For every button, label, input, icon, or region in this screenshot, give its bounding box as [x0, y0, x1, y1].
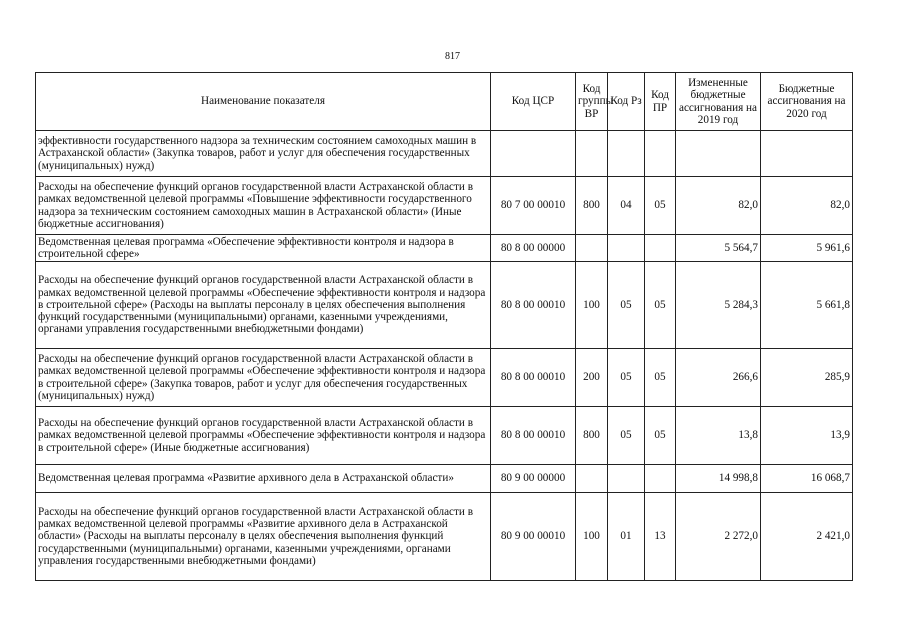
header-vr: Код группы ВР [576, 73, 608, 131]
cell-name: эффективности государственного надзора за техническим состоянием самоходных машин в Астраханской области» (Закупка товаров, работ и услуг для обеспечения государственных (муниципальных) нужд) [36, 131, 491, 177]
header-rz: Код Рз [608, 73, 645, 131]
cell-csr: 80 9 00 00010 [491, 493, 576, 581]
cell-vr: 100 [576, 262, 608, 349]
cell-name: Ведомственная целевая программа «Обеспечение эффективности контроля и надзора в строительной сфере» [36, 235, 491, 262]
cell-name: Расходы на обеспечение функций органов государственной власти Астраханской области в рамках ведомственной целевой программы «Повышение эффективности государственного надзора за техническим состоянием самоходных машин в Астраханской области» (Иные бюджетные ассигнования) [36, 177, 491, 235]
table-row [36, 177, 853, 235]
header-name: Наименование показателя [36, 73, 491, 131]
cell-csr: 80 8 00 00000 [491, 235, 576, 262]
table-row [36, 131, 853, 177]
header-2019: Измененные бюджетные ассигнования на 2019 год [676, 73, 761, 131]
cell-2019: 5 564,7 [676, 235, 761, 262]
header-csr: Код ЦСР [491, 73, 576, 131]
cell-rz: 05 [608, 262, 645, 349]
cell-rz: 01 [608, 493, 645, 581]
cell-pr: 05 [645, 349, 676, 407]
cell-rz: 05 [608, 407, 645, 465]
cell-csr [491, 131, 576, 177]
cell-pr: 05 [645, 177, 676, 235]
cell-csr: 80 7 00 00010 [491, 177, 576, 235]
cell-vr: 200 [576, 349, 608, 407]
cell-vr: 800 [576, 407, 608, 465]
cell-2019: 5 284,3 [676, 262, 761, 349]
cell-2019: 13,8 [676, 407, 761, 465]
cell-rz: 04 [608, 177, 645, 235]
cell-csr: 80 9 00 00000 [491, 465, 576, 493]
cell-2019: 82,0 [676, 177, 761, 235]
cell-vr [576, 235, 608, 262]
cell-pr [645, 465, 676, 493]
cell-name: Расходы на обеспечение функций органов государственной власти Астраханской области в рамках ведомственной целевой программы «Развитие архивного дела в Астраханской области» (Расходы на выплаты персоналу в целях обеспечения выполнения функций государственными (муниципальными) органами, казенными учреждениями, органами управления государственными внебюджетными фондами) [36, 493, 491, 581]
cell-2020: 82,0 [761, 177, 853, 235]
cell-rz: 05 [608, 349, 645, 407]
cell-2020 [761, 131, 853, 177]
cell-rz [608, 235, 645, 262]
table-row [36, 407, 853, 465]
cell-vr [576, 131, 608, 177]
cell-pr: 05 [645, 262, 676, 349]
cell-csr: 80 8 00 00010 [491, 349, 576, 407]
page-number: 817 [445, 51, 460, 62]
table-row [36, 493, 853, 581]
cell-2019: 14 998,8 [676, 465, 761, 493]
cell-2019: 2 272,0 [676, 493, 761, 581]
cell-name: Расходы на обеспечение функций органов государственной власти Астраханской области в рамках ведомственной целевой программы «Обеспечение эффективности контроля и надзора в строительной сфере» (Иные бюджетные ассигнования) [36, 407, 491, 465]
cell-vr: 800 [576, 177, 608, 235]
cell-rz [608, 465, 645, 493]
cell-csr: 80 8 00 00010 [491, 262, 576, 349]
table-row [36, 349, 853, 407]
cell-2020: 13,9 [761, 407, 853, 465]
header-pr: Код ПР [645, 73, 676, 131]
table-row [36, 465, 853, 493]
cell-pr: 05 [645, 407, 676, 465]
cell-pr [645, 235, 676, 262]
cell-rz [608, 131, 645, 177]
cell-name: Расходы на обеспечение функций органов государственной власти Астраханской области в рамках ведомственной целевой программы «Обеспечение эффективности контроля и надзора в строительной сфере» (Закупка товаров, работ и услуг для обеспечения государственных (муниципальных) нужд) [36, 349, 491, 407]
table-header-row [36, 73, 853, 131]
cell-name: Ведомственная целевая программа «Развитие архивного дела в Астраханской области» [36, 465, 491, 493]
cell-2019 [676, 131, 761, 177]
cell-vr: 100 [576, 493, 608, 581]
table-row [36, 262, 853, 349]
cell-2020: 5 661,8 [761, 262, 853, 349]
cell-pr [645, 131, 676, 177]
cell-2019: 266,6 [676, 349, 761, 407]
cell-name: Расходы на обеспечение функций органов государственной власти Астраханской области в рамках ведомственной целевой программы «Обеспечение эффективности контроля и надзора в строительной сфере» (Расходы на выплаты персоналу в целях обеспечения выполнения функций государственными (муниципальными) органами, казенными учреждениями, органами управления государственными внебюджетными фондами) [36, 262, 491, 349]
cell-2020: 2 421,0 [761, 493, 853, 581]
cell-csr: 80 8 00 00010 [491, 407, 576, 465]
cell-2020: 5 961,6 [761, 235, 853, 262]
cell-pr: 13 [645, 493, 676, 581]
table-row [36, 235, 853, 262]
budget-table [35, 72, 853, 581]
cell-2020: 285,9 [761, 349, 853, 407]
header-2020: Бюджетные ассигнования на 2020 год [761, 73, 853, 131]
cell-vr [576, 465, 608, 493]
cell-2020: 16 068,7 [761, 465, 853, 493]
